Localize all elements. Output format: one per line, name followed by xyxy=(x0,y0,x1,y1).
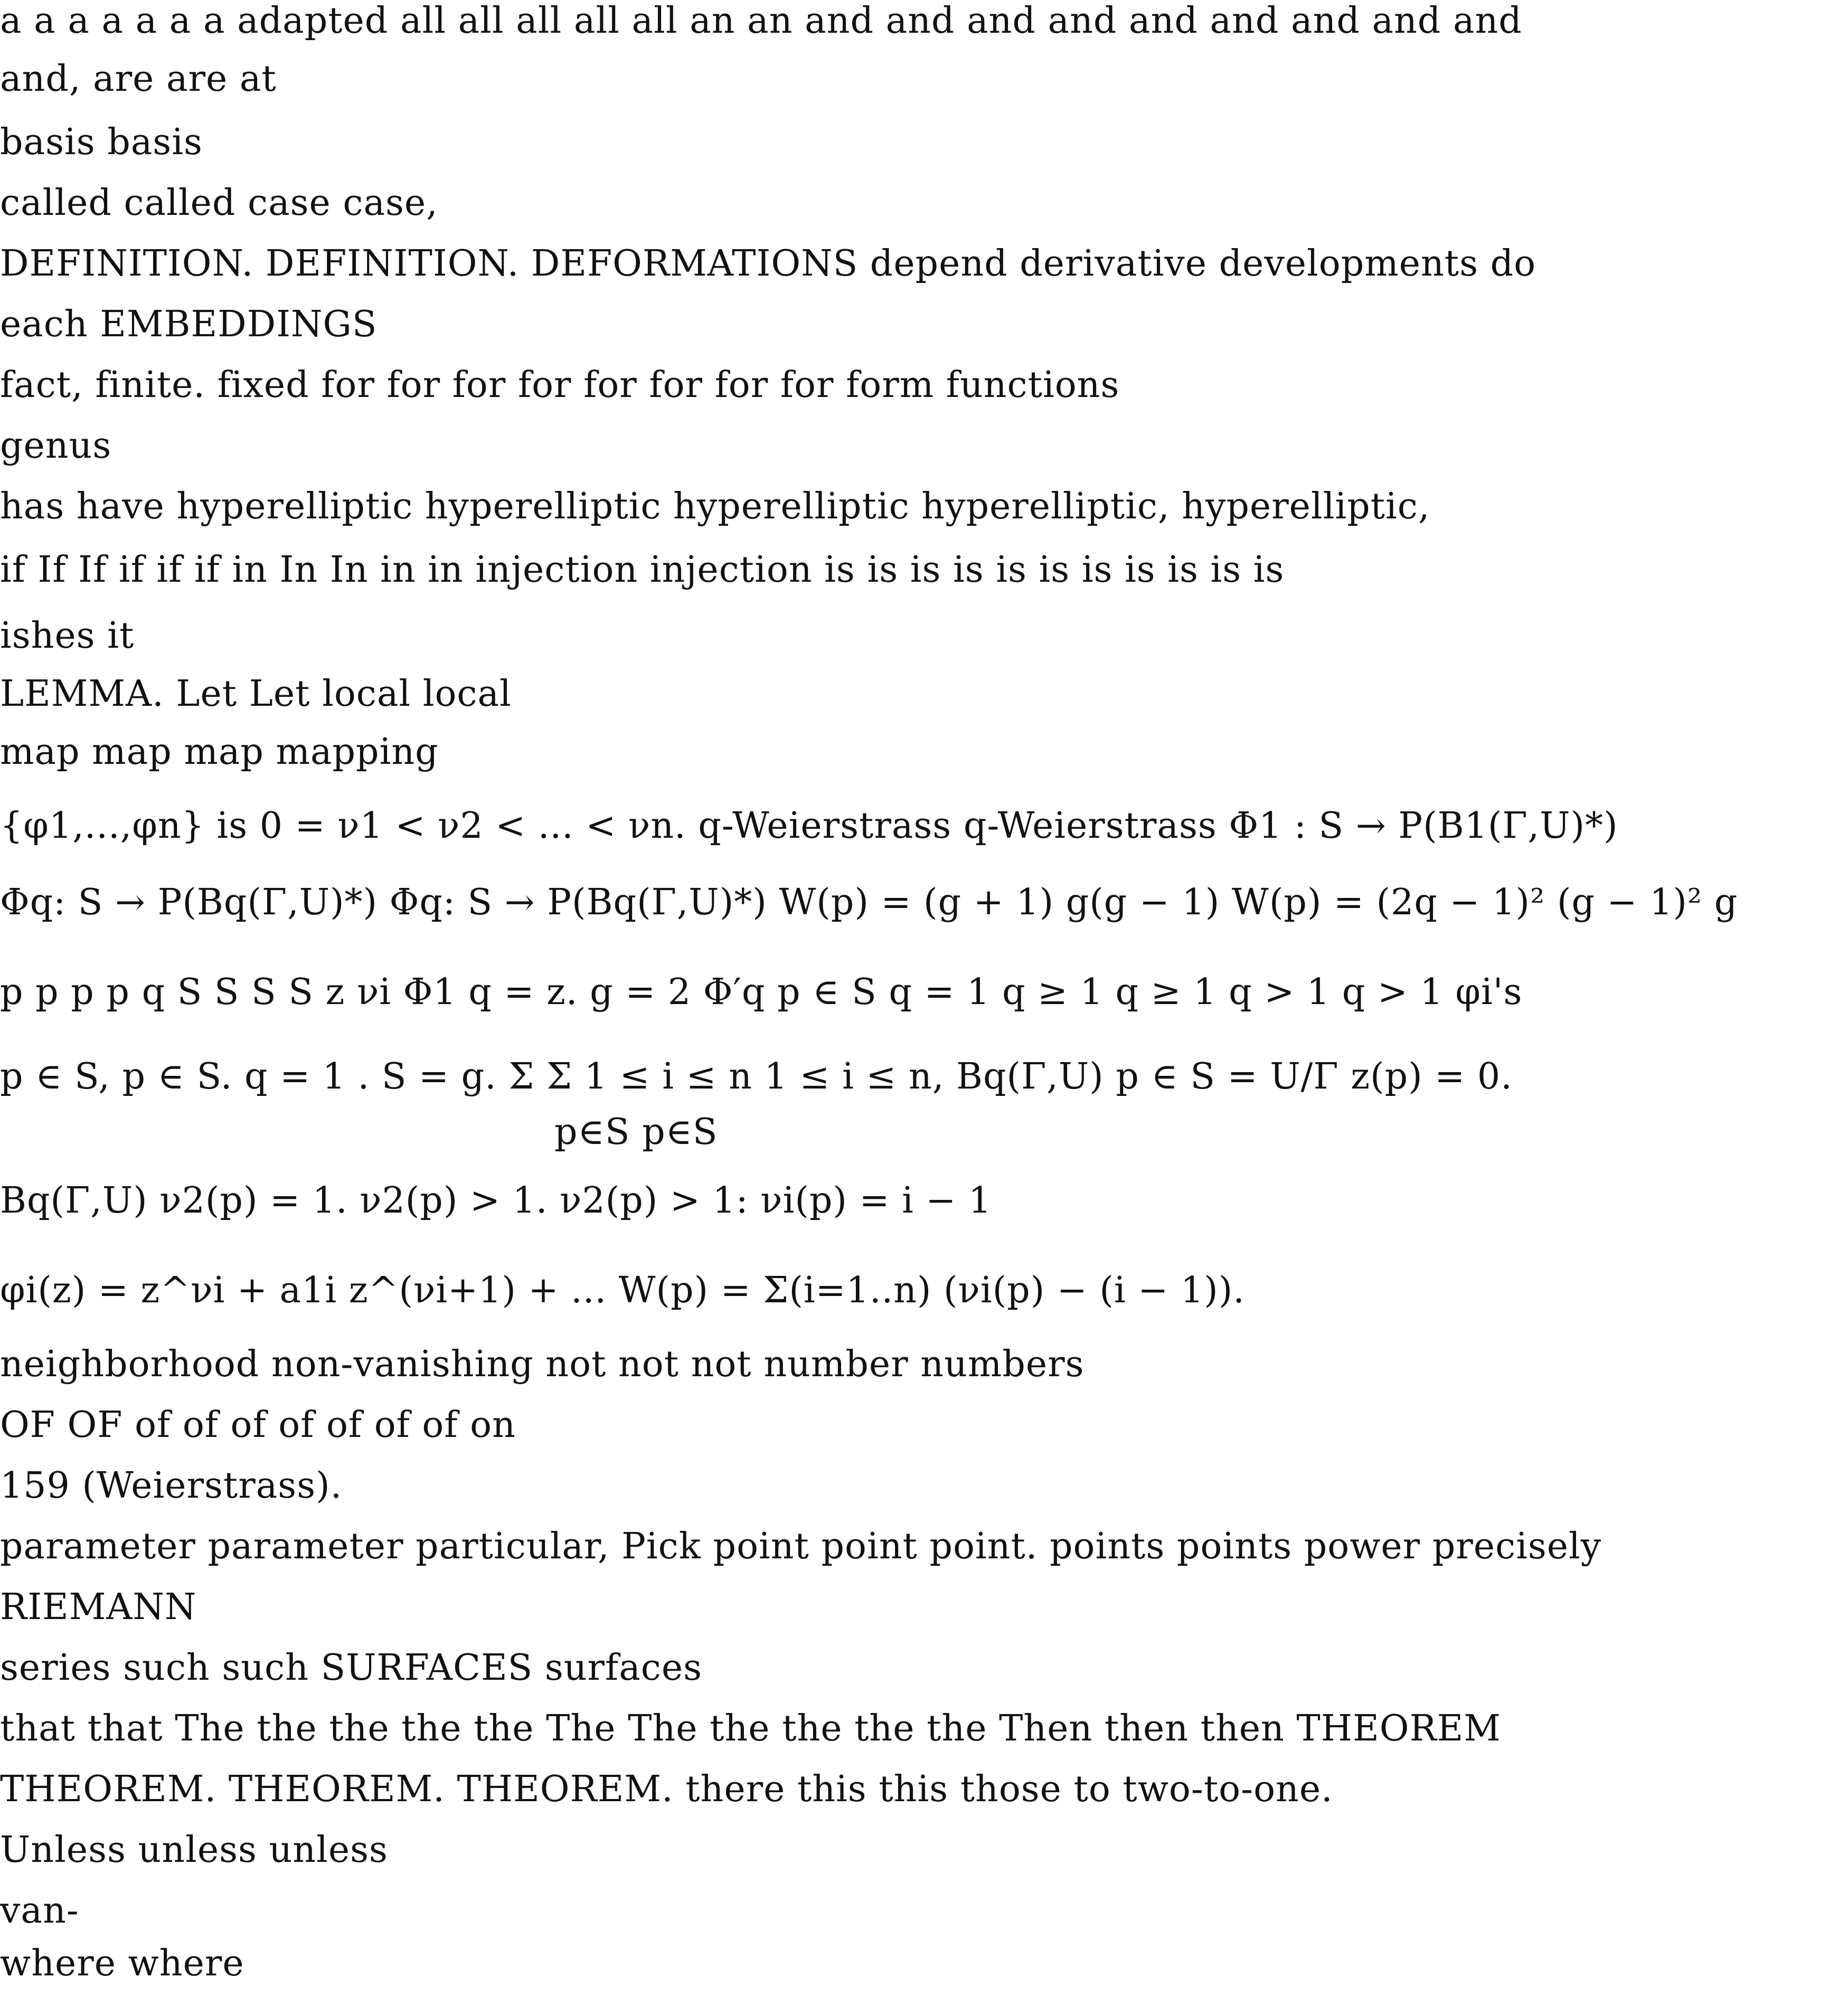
text-line-8: genus xyxy=(0,425,112,467)
text-line-7: fact, finite. fixed for for for for for for for for form functions xyxy=(0,364,1120,406)
text-line-13: map map map mapping xyxy=(0,731,439,773)
text-line-10: if If If if if if in In In in in injection injection is is is is is is is is is is is xyxy=(0,549,1285,591)
formula-line-1: {φ1,...,φn} is 0 = ν1 < ν2 < ... < νn. q-Weierstrass q-Weierstrass Φ1 : S → P(B1(Γ,U)*) xyxy=(0,805,1618,847)
text-line-12: LEMMA. Let Let local local xyxy=(0,673,512,715)
text-line-21: THEOREM. THEOREM. THEOREM. there this this those to two-to-one. xyxy=(0,1768,1333,1810)
text-line-2: and, are are at xyxy=(0,58,277,100)
text-line-15: OF OF of of of of of of of on xyxy=(0,1404,516,1446)
text-line-17: parameter parameter particular, Pick point point point. points points power precisely xyxy=(0,1526,1602,1567)
formula-subscript-line: p∈S p∈S xyxy=(554,1111,718,1153)
text-line-9: has have hyperelliptic hyperelliptic hyperelliptic hyperelliptic, hyperelliptic, xyxy=(0,486,1430,527)
formula-line-3: p p p p q S S S S z νi Φ1 q = z. g = 2 Φ′q p ∈ S q = 1 q ≥ 1 q ≥ 1 q > 1 q > 1 φi's xyxy=(0,971,1523,1013)
text-line-24: where where xyxy=(0,1943,244,1984)
text-line-18: RIEMANN xyxy=(0,1586,197,1628)
text-line-19: series such such SURFACES surfaces xyxy=(0,1647,702,1689)
text-line-22: Unless unless unless xyxy=(0,1829,388,1871)
text-line-3: basis basis xyxy=(0,121,203,163)
text-line-20: that that The the the the the The The the the the the Then then then THEOREM xyxy=(0,1708,1501,1749)
text-line-5: DEFINITION. DEFINITION. DEFORMATIONS depend derivative developments do xyxy=(0,243,1536,285)
text-line-1: a a a a a a a adapted all all all all all an an and and and and and and and and and xyxy=(0,0,1522,42)
text-line-16: 159 (Weierstrass). xyxy=(0,1465,343,1507)
text-line-23: van- xyxy=(0,1890,79,1932)
text-line-11: ishes it xyxy=(0,615,135,657)
text-line-6: each EMBEDDINGS xyxy=(0,304,378,345)
formula-line-5: Bq(Γ,U) ν2(p) = 1. ν2(p) > 1. ν2(p) > 1: νi(p) = i − 1 xyxy=(0,1180,992,1222)
text-line-14: neighborhood non-vanishing not not not number numbers xyxy=(0,1343,1085,1385)
formula-line-6: φi(z) = z^νi + a1i z^(νi+1) + ... W(p) = Σ(i=1..n) (νi(p) − (i − 1)). xyxy=(0,1270,1245,1311)
text-line-4: called called case case, xyxy=(0,182,438,224)
formula-line-4: p ∈ S, p ∈ S. q = 1 . S = g. Σ Σ 1 ≤ i ≤ n 1 ≤ i ≤ n, Bq(Γ,U) p ∈ S = U/Γ z(p) = 0. xyxy=(0,1056,1513,1097)
formula-line-2: Φq: S → P(Bq(Γ,U)*) Φq: S → P(Bq(Γ,U)*) W(p) = (g + 1) g(g − 1) W(p) = (2q − 1)² (g − 1)² g xyxy=(0,882,1738,923)
